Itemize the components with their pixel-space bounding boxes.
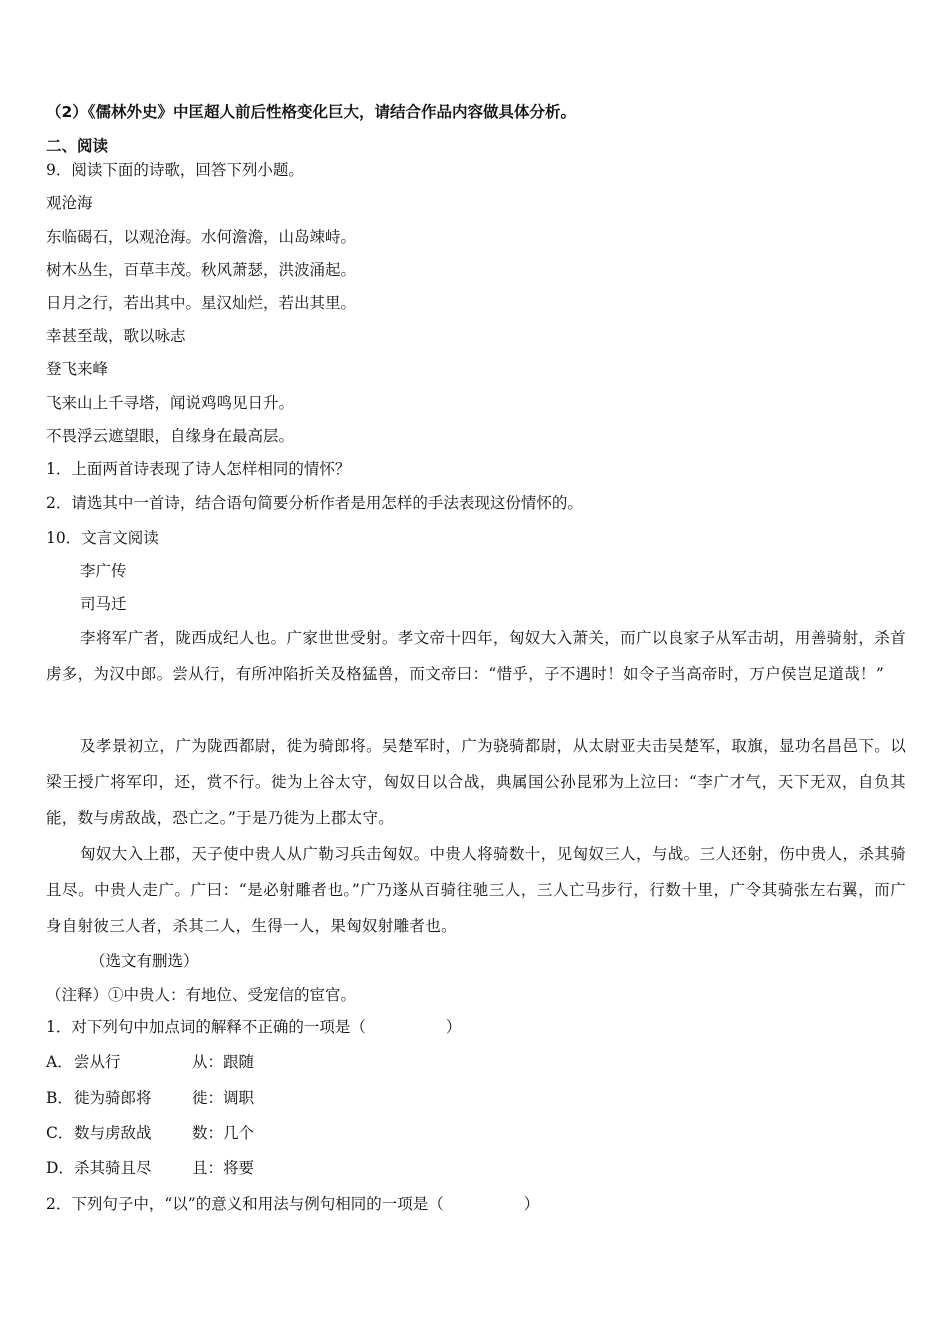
annotation: （注释）①中贵人：有地位、受宠信的宦官。 — [46, 986, 357, 1004]
poem1-line: 树木丛生，百草丰茂。秋风萧瑟，洪波涌起。 — [46, 261, 357, 279]
question-stem: 1．对下列句中加点词的解释不正确的一项是（ — [46, 1018, 366, 1036]
poem2-title: 登飞来峰 — [46, 360, 109, 378]
source-note: （选文有删选） — [90, 952, 199, 970]
question-stem-close: ） — [523, 1195, 540, 1213]
option-b: B．徙为骑郎将 徙：调职 — [46, 1089, 255, 1107]
question-10-intro: 10．文言文阅读 — [46, 529, 159, 547]
question-10-sub2 — [46, 1193, 539, 1215]
passage-paragraph: 匈奴大入上郡，天子使中贵人从广勒习兵击匈奴。中贵人将骑数十，见匈奴三人，与战。三人还射，伤中贵人，杀其骑且尽。中贵人走广。广曰：“是必射雕者也。”广乃遂从百骑往驰三人，三人亡马步行，行数十里，广令其骑张左右翼，而广身自射彼三人者，杀其二人，生得一人，果匈奴射雕者也。 — [46, 845, 906, 935]
question-8-part-2: （2）《儒林外史》中匡超人前后性格变化巨大，请结合作品内容做具体分析。 — [46, 103, 577, 121]
question-10-sub1 — [46, 1016, 461, 1038]
question-9-sub1: 1．上面两首诗表现了诗人怎样相同的情怀？ — [46, 460, 351, 478]
poem1-title: 观沧海 — [46, 194, 93, 212]
poem1-line: 东临碣石，以观沧海。水何澹澹，山岛竦峙。 — [46, 228, 357, 246]
passage-paragraph: 及孝景初立，广为陇西都尉，徙为骑郎将。吴楚军时，广为骁骑都尉，从太尉亚夫击吴楚军，取旗，显功名昌邑下。以梁王授广将军印，还，赏不行。徙为上谷太守，匈奴日以合战，典属国公孙昆邪为上泣曰：“李广才气，天下无双，自负其能，数与虏敌战，恐亡之。”于是乃徙为上郡太守。 — [46, 737, 906, 827]
question-stem: 2．下列句子中，“以”的意义和用法与例句相同的一项是（ — [46, 1195, 444, 1213]
option-a: A．尝从行 从：跟随 — [46, 1053, 255, 1071]
passage-title: 李广传 — [80, 562, 127, 580]
passage-paragraph: 李将军广者，陇西成纪人也。广家世世受射。孝文帝十四年，匈奴大入萧关，而广以良家子从军击胡，用善骑射，杀首虏多，为汉中郎。尝从行，有所冲陷折关及格猛兽，而文帝曰：“惜乎，子不遇时！如令子当高帝时，万户侯岂足道哉！” — [46, 629, 906, 683]
section-heading-reading: 二、阅读 — [46, 137, 109, 155]
option-d: D．杀其骑且尽 且：将要 — [46, 1159, 255, 1177]
passage-author: 司马迁 — [80, 595, 127, 613]
poem2-line: 不畏浮云遮望眼，自缘身在最高层。 — [46, 427, 295, 445]
question-stem-close: ） — [445, 1018, 462, 1036]
poem1-line: 日月之行，若出其中。星汉灿烂，若出其里。 — [46, 294, 357, 312]
poem2-line: 飞来山上千寻塔，闻说鸡鸣见日升。 — [46, 394, 295, 412]
question-9-sub2: 2．请选其中一首诗，结合语句简要分析作者是用怎样的手法表现这份情怀的。 — [46, 494, 583, 512]
option-c: C．数与虏敌战 数：几个 — [46, 1124, 255, 1142]
poem1-line: 幸甚至哉，歌以咏志 — [46, 327, 186, 345]
question-9-intro: 9．阅读下面的诗歌，回答下列小题。 — [46, 161, 304, 179]
